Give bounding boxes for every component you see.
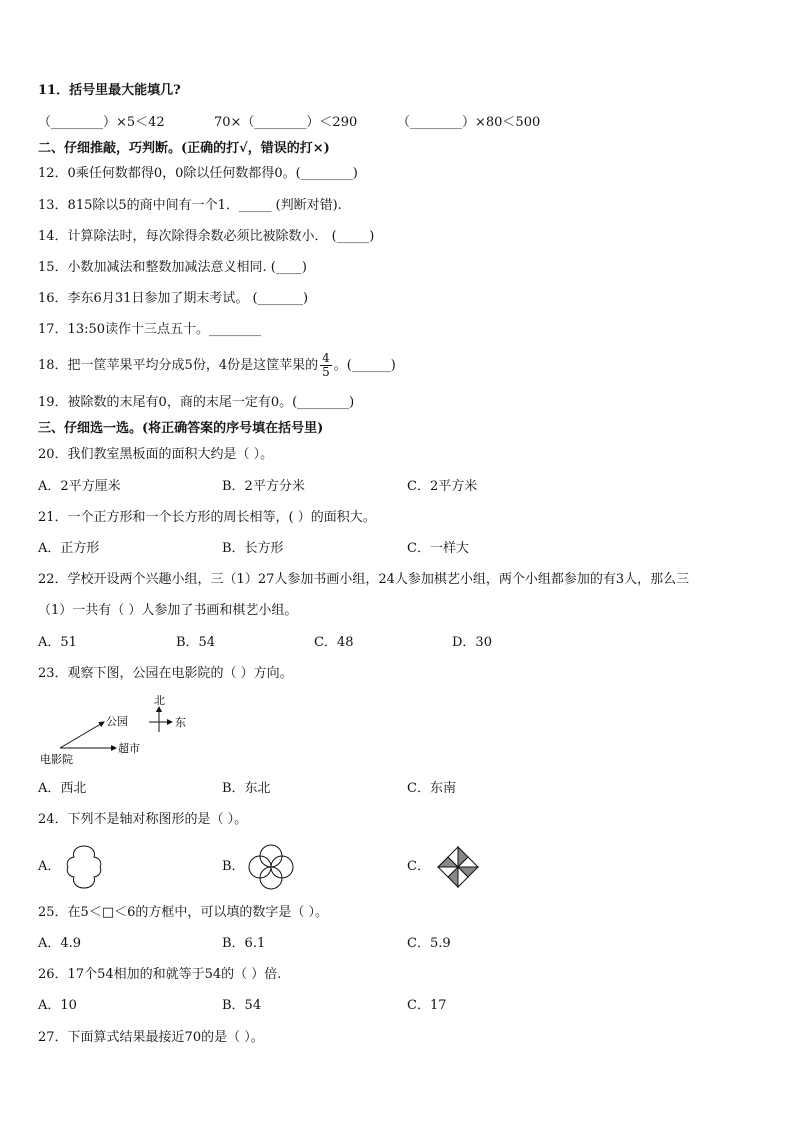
scalloped-shape-figure	[64, 843, 104, 891]
fraction-four-fifths	[320, 352, 332, 379]
question-21-stem: 21．一个正方形和一个长方形的周长相等，( ）的面积大。	[38, 510, 376, 525]
question-22-stem-line-1: 22．学校开设两个兴趣小组，三（1）27人参加书画小组，24人参加棋艺小组，两个小组都参加的有3人，那么三	[38, 572, 690, 587]
question-13: 13．815除以5的商中间有一个1．_____ (判断对错).	[38, 198, 342, 213]
question-23-option-b[interactable]: B．东北	[222, 781, 271, 796]
question-14: 14．计算除法时，每次除得余数必须比被除数小． (_____)	[38, 229, 375, 244]
question-26-option-a[interactable]: A．10	[38, 998, 77, 1013]
question-21-option-a[interactable]: A．正方形	[38, 541, 100, 556]
fraction-denominator: 5	[322, 365, 330, 379]
question-12: 12．0乘任何数都得0，0除以任何数都得0。(________)	[38, 166, 358, 181]
question-26-stem: 26．17个54相加的和就等于54的（ ）倍.	[38, 967, 282, 982]
compass-east-label: 东	[175, 716, 186, 729]
question-20-stem: 20．我们教室黑板面的面积大约是（ ）。	[38, 447, 274, 462]
question-23-option-c[interactable]: C．东南	[407, 781, 456, 796]
question-18	[38, 350, 396, 382]
question-21-option-b[interactable]: B．长方形	[222, 541, 284, 556]
question-27-stem: 27．下面算式结果最接近70的是（ ）。	[38, 1030, 264, 1045]
question-25-option-b[interactable]: B．6.1	[222, 936, 266, 951]
supermarket-label: 超市	[118, 742, 140, 755]
cinema-label: 电影院	[40, 753, 73, 766]
question-18-tail: 。(______)	[333, 358, 396, 373]
question-20-option-a[interactable]: A．2平方厘米	[38, 479, 121, 494]
question-23-option-a[interactable]: A．西北	[38, 781, 87, 796]
question-25-stem: 25．在5＜□＜6的方框中，可以填的数字是（ ）。	[38, 905, 328, 920]
question-23-stem: 23．观察下图，公园在电影院的（ ）方向。	[38, 666, 293, 681]
question-24-option-c[interactable]: C．	[407, 859, 430, 874]
section-3-title: 三、仔细选一选。(将正确答案的序号填在括号里)	[38, 421, 324, 436]
question-11-item-b: 70×（________）＜290	[214, 115, 358, 130]
compass-north-label: 北	[154, 694, 165, 707]
question-24-stem: 24．下列不是轴对称图形的是（ ）。	[38, 812, 248, 827]
fraction-numerator: 4	[322, 351, 330, 365]
question-11-item-a: （________）×5＜42	[38, 115, 165, 130]
question-24-option-b[interactable]: B．	[222, 859, 245, 874]
direction-diagram	[38, 690, 208, 770]
question-24-option-a[interactable]: A．	[38, 859, 61, 874]
section-2-title: 二、仔细推敲，巧判断。(正确的打√，错误的打×)	[38, 141, 330, 156]
question-18-text: 18．把一筐苹果平均分成5份，4份是这筐苹果的	[38, 358, 319, 373]
question-22-option-c[interactable]: C．48	[314, 635, 354, 650]
question-16: 16．李东6月31日参加了期末考试。 (_______)	[38, 291, 309, 306]
question-22-option-d[interactable]: D．30	[452, 635, 492, 650]
question-22-stem-line-2: （1）一共有（ ）人参加了书画和棋艺小组。	[38, 603, 298, 618]
question-17: 17．13:50读作十三点五十。________	[38, 322, 262, 337]
question-26-option-b[interactable]: B．54	[222, 998, 262, 1013]
question-25-option-a[interactable]: A．4.9	[38, 936, 82, 951]
question-11-item-c: （________）×80＜500	[397, 115, 541, 130]
question-22-option-a[interactable]: A．51	[38, 635, 77, 650]
cinema-to-park-arrow	[60, 722, 104, 748]
question-21-option-c[interactable]: C．一样大	[407, 541, 469, 556]
question-11-stem: 11．括号里最大能填几?	[38, 83, 181, 98]
question-25-option-c[interactable]: C．5.9	[407, 936, 451, 951]
question-20-option-c[interactable]: C．2平方米	[407, 479, 478, 494]
pinwheel-figure	[434, 843, 482, 891]
four-circle-flower-figure	[246, 843, 296, 891]
question-15: 15．小数加减法和整数加减法意义相同. (____)	[38, 260, 307, 275]
park-label: 公园	[106, 715, 128, 728]
question-19: 19．被除数的末尾有0，商的末尾一定有0。(________)	[38, 395, 355, 410]
question-26-option-c[interactable]: C．17	[407, 998, 447, 1013]
question-22-option-b[interactable]: B．54	[176, 635, 216, 650]
question-20-option-b[interactable]: B．2平方分米	[222, 479, 305, 494]
